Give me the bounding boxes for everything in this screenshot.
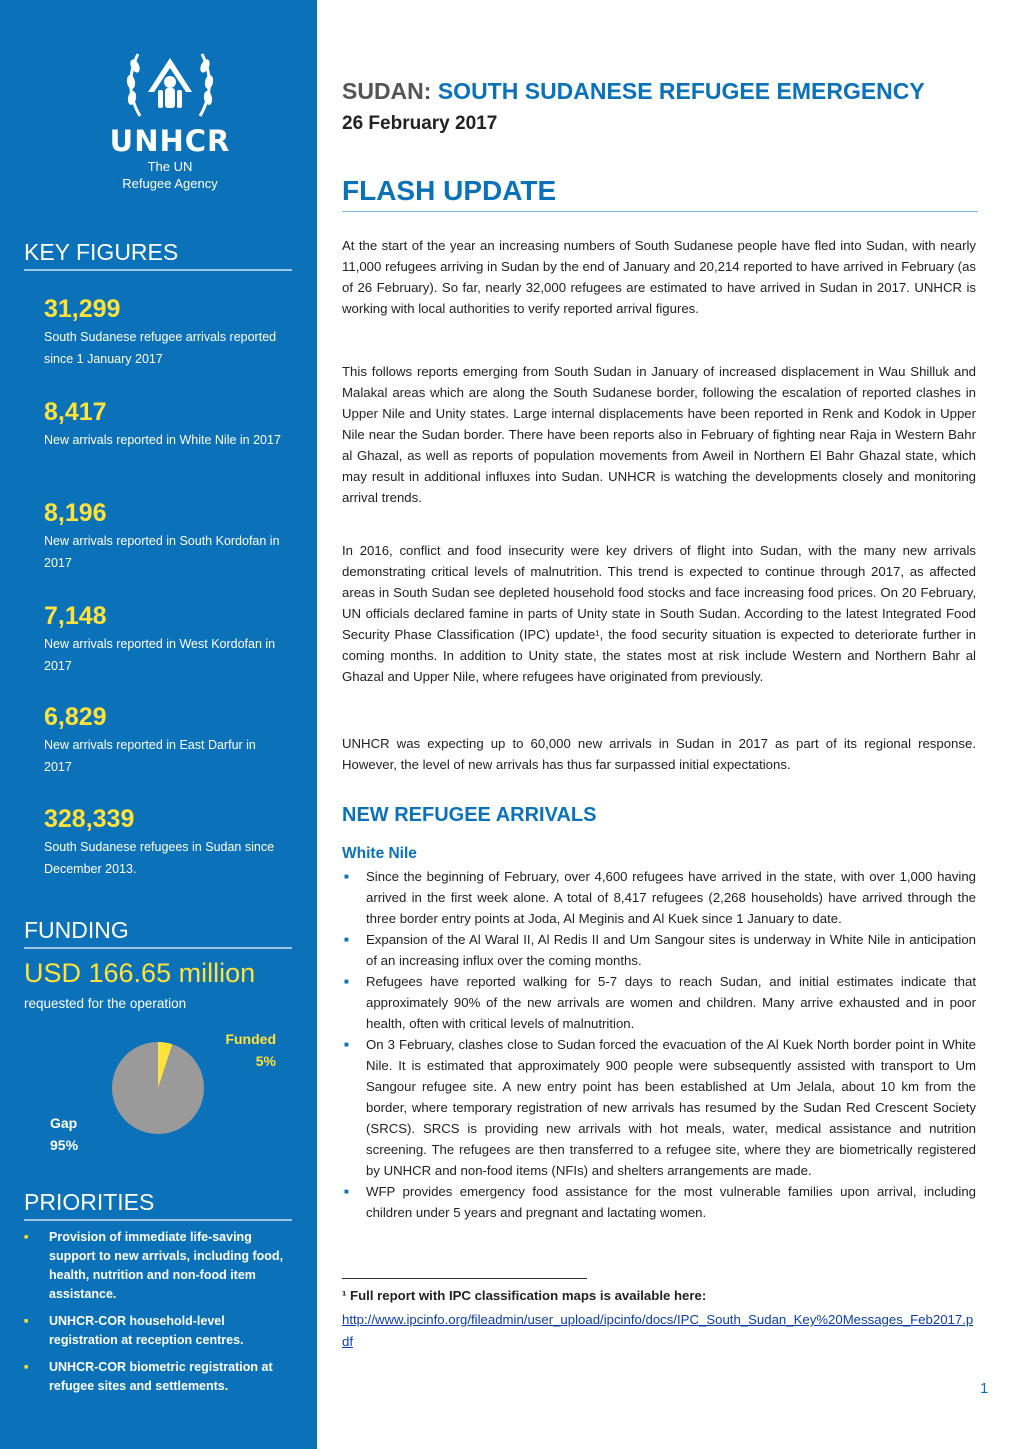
key-figure — [44, 498, 284, 574]
footnote-link[interactable]: http://www.ipcinfo.org/fileadmin/user_upload/ipcinfo/docs/IPC_South_Sudan_Key%20Messages_Feb2017.pdf — [342, 1312, 974, 1349]
pie-label-funded — [210, 1028, 276, 1072]
logo-wordmark: UNHCR — [109, 124, 231, 158]
gap-percent: 95% — [50, 1137, 79, 1153]
key-figure — [44, 397, 284, 451]
logo-sub-2: Refugee Agency — [122, 176, 218, 191]
key-figure-label: New arrivals reported in West Kordofan in 2017 — [44, 637, 276, 673]
funded-percent: 5% — [255, 1053, 276, 1069]
funded-label: Funded — [225, 1031, 276, 1047]
key-figure-label: South Sudanese refugee arrivals reported since 1 January 2017 — [44, 330, 277, 366]
priority-item: ■ UNHCR-COR biometric registration at refugee sites and settlements. — [24, 1358, 294, 1396]
gap-label: Gap — [50, 1115, 78, 1131]
key-figure-label: New arrivals reported in South Kordofan in 2017 — [44, 534, 280, 570]
funding-pie-chart — [110, 1040, 206, 1136]
key-figure-number: 328,339 — [44, 805, 135, 833]
bullet-item: ■ On 3 February, clashes close to Sudan forced the evacuation of the Al Kuek North border point in White Nile. It is estimated that approximately 900 people were subsequently assisted with transport to Um Sangour refugee site. A new entry point has been established at Um Jelala, about 10 km from the border, where temporary registration of new arrivals has resumed by the Sudan Red Crescent Society (SRCS). SRCS is providing new arrivals with hot meals, water, medical assistance and nutrition screening. The refugees are then transferred to a refugee site, where they are biometrically registered by UNHCR and non-food items (NFIs) and shelters arrangements are made. — [342, 1034, 976, 1181]
key-figure — [44, 294, 284, 370]
title-main: SOUTH SUDANESE REFUGEE EMERGENCY — [437, 78, 925, 104]
funding-subtitle: requested for the operation — [24, 996, 187, 1011]
key-figure-number: 8,196 — [44, 499, 107, 527]
bullet-item: ■ Refugees have reported walking for 5-7 days to reach Sudan, and initial estimates indicate that approximately 90% of the new arrivals are women and children. Many arrive exhausted and in poor health, often with critical levels of malnutrition. — [342, 971, 976, 1034]
sidebar — [0, 0, 317, 1449]
key-figure-number: 6,829 — [44, 703, 107, 731]
page-number: 1 — [980, 1380, 989, 1397]
key-figure — [44, 601, 284, 677]
key-figure-label: New arrivals reported in White Nile in 2017 — [44, 433, 281, 447]
paragraph: This follows reports emerging from South Sudan in January of increased displacement in Wau Shilluk and Malakal areas which are along the South Sudanese border, following the escalation of reported clashes in Upper Nile and Unity states. Large internal displacements have been reported in Renk and Kodok in Upper Nile near the Sudan border. There have been reports also in February of fighting near Raja in Western Bahr al Ghazal, as well as reports of population movements from Aweil in Northern El Bahr Ghazal state, which may result in additional influxes into Sudan. UNHCR is watching the developments closely and monitoring arrival trends. — [342, 364, 976, 505]
key-figure-number: 8,417 — [44, 398, 107, 426]
white-nile-bullets — [342, 866, 976, 1223]
key-figure-number: 31,299 — [44, 295, 121, 323]
priority-item: ■ UNHCR-COR household-level registration at reception centres. — [24, 1312, 294, 1350]
unhcr-emblem-icon — [122, 46, 218, 126]
paragraph: UNHCR was expecting up to 60,000 new arrivals in Sudan in 2017 as part of its regional response. However, the level of new arrivals has thus far surpassed initial expectations. — [342, 736, 976, 772]
priority-item: ■ Provision of immediate life-saving support to new arrivals, including food, health, nutrition and non-food item assistance. — [24, 1228, 294, 1304]
funding-heading: FUNDING — [24, 917, 292, 949]
document-date: 26 February 2017 — [342, 113, 498, 134]
key-figure-label: South Sudanese refugees in Sudan since December 2013. — [44, 840, 275, 876]
bullet-item: ■ Expansion of the Al Waral II, Al Redis II and Um Sangour sites is underway in White Nile in anticipation of an increasing influx over the coming months. — [342, 929, 976, 971]
pie-label-gap — [50, 1112, 78, 1156]
white-nile-heading: White Nile — [342, 845, 417, 862]
key-figure — [44, 702, 284, 778]
document-title — [342, 78, 982, 105]
title-prefix: SUDAN: — [342, 78, 438, 104]
footnote-text: ¹ Full report with IPC classification maps is available here: — [342, 1288, 707, 1303]
paragraph: At the start of the year an increasing numbers of South Sudanese people have fled into Sudan, with nearly 11,000 refugees arriving in Sudan by the end of January and 20,214 reported to have arrived in February (as of 26 February). So far, nearly 32,000 refugees are estimated to have arrived in Sudan in 2017. UNHCR is working with local authorities to verify reported arrival figures. — [342, 238, 976, 316]
unhcr-logo — [100, 46, 240, 192]
priorities-list — [24, 1228, 294, 1404]
new-arrivals-heading: NEW REFUGEE ARRIVALS — [342, 804, 597, 826]
bullet-item: ■ WFP provides emergency food assistance for the most vulnerable families upon arrival, including children under 5 years and pregnant and lactating women. — [342, 1181, 976, 1223]
key-figures-heading: KEY FIGURES — [24, 239, 292, 271]
key-figure-label: New arrivals reported in East Darfur in 2017 — [44, 738, 256, 774]
key-figure — [44, 804, 284, 880]
paragraph: In 2016, conflict and food insecurity were key drivers of flight into Sudan, with the many new arrivals demonstrating critical levels of malnutrition. This trend is expected to continue through 2017, as affected areas in South Sudan see depleted household food stocks and face increasing food prices. On 20 February, UN officials declared famine in parts of Unity state in South Sudan. According to the latest Integrated Food Security Phase Classification (IPC) update¹, the food security situation is expected to deteriorate further in coming months. In addition to Unity state, the states most at risk include Western and Northern Bahr al Ghazal and Upper Nile, where refugees have originated from previously. — [342, 543, 976, 684]
footnote-divider — [342, 1278, 587, 1279]
key-figure-number: 7,148 — [44, 602, 107, 630]
logo-sub-1: The UN — [147, 159, 193, 174]
funding-amount: USD 166.65 million — [24, 958, 256, 988]
bullet-item: ■ Since the beginning of February, over 4,600 refugees have arrived in the state, with over 1,000 having arrived in the first week alone. A total of 8,417 refugees (2,268 households) have arrived through the three border entry points at Joda, Al Meginis and Al Kuek since 1 January to date. — [342, 866, 976, 929]
priorities-heading: PRIORITIES — [24, 1189, 292, 1221]
flash-update-heading: FLASH UPDATE — [342, 175, 978, 212]
